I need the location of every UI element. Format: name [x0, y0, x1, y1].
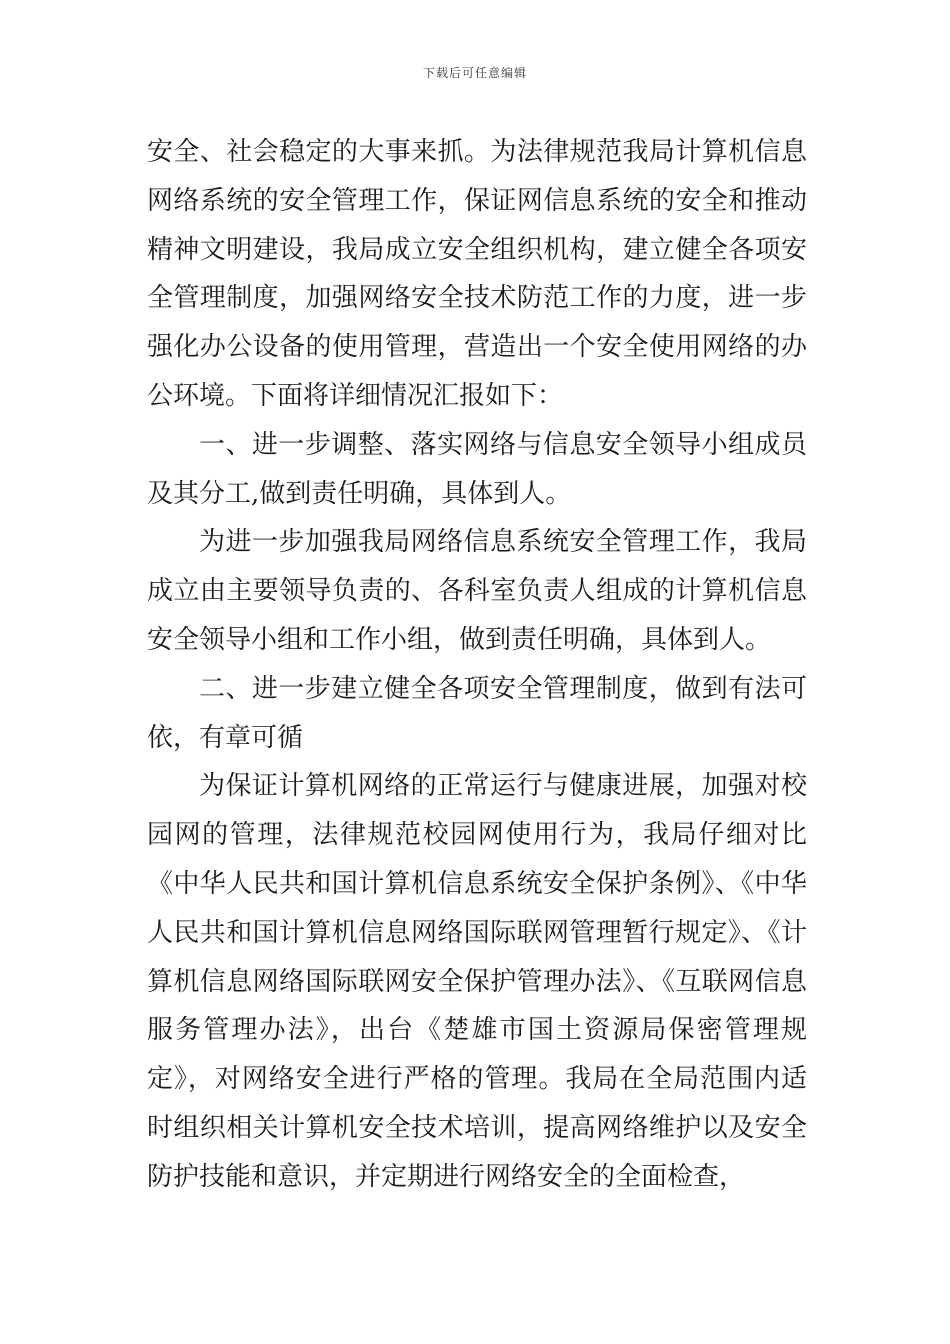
paragraph-section-two-heading: 二、进一步建立健全各项安全管理制度，做到有法可依，有章可循 — [147, 673, 807, 753]
document-body — [147, 128, 807, 1202]
header-note: 下载后可任意编辑 — [422, 66, 527, 80]
paragraph-intro: 安全、社会稳定的大事来抓。为法律规范我局计算机信息网络系统的安全管理工作，保证网信息系统的安全和推动精神文明建设，我局成立安全组织机构，建立健全各项安全管理制度，加强网络安全技术防范工作的力度，进一步强化办公设备的使用管理，营造出一个安全使用网络的办公环境。下面将详细情况汇报如下： — [147, 137, 807, 411]
paragraph-section-two-body: 为保证计算机网络的正常运行与健康进展，加强对校园网的管理，法律规范校园网使用行为，我局仔细对比《中华人民共和国计算机信息系统安全保护条例》、《中华人民共和国计算机信息网络国际联网管理暂行规定》、《计算机信息网络国际联网安全保护管理办法》、《互联网信息服务管理办法》，出台《楚雄市国土资源局保密管理规定》，对网络安全进行严格的管理。我局在全局范围内适时组织相关计算机安全技术培训，提高网络维护以及安全防护技能和意识，并定期进行网络安全的全面检查， — [147, 771, 807, 1192]
paragraph-section-one-body: 为进一步加强我局网络信息系统安全管理工作，我局成立由主要领导负责的、各科室负责人组成的计算机信息安全领导小组和工作小组，做到责任明确，具体到人。 — [147, 527, 807, 655]
paragraph-section-one-heading: 一、进一步调整、落实网络与信息安全领导小组成员及其分工,做到责任明确，具体到人。 — [147, 429, 807, 509]
